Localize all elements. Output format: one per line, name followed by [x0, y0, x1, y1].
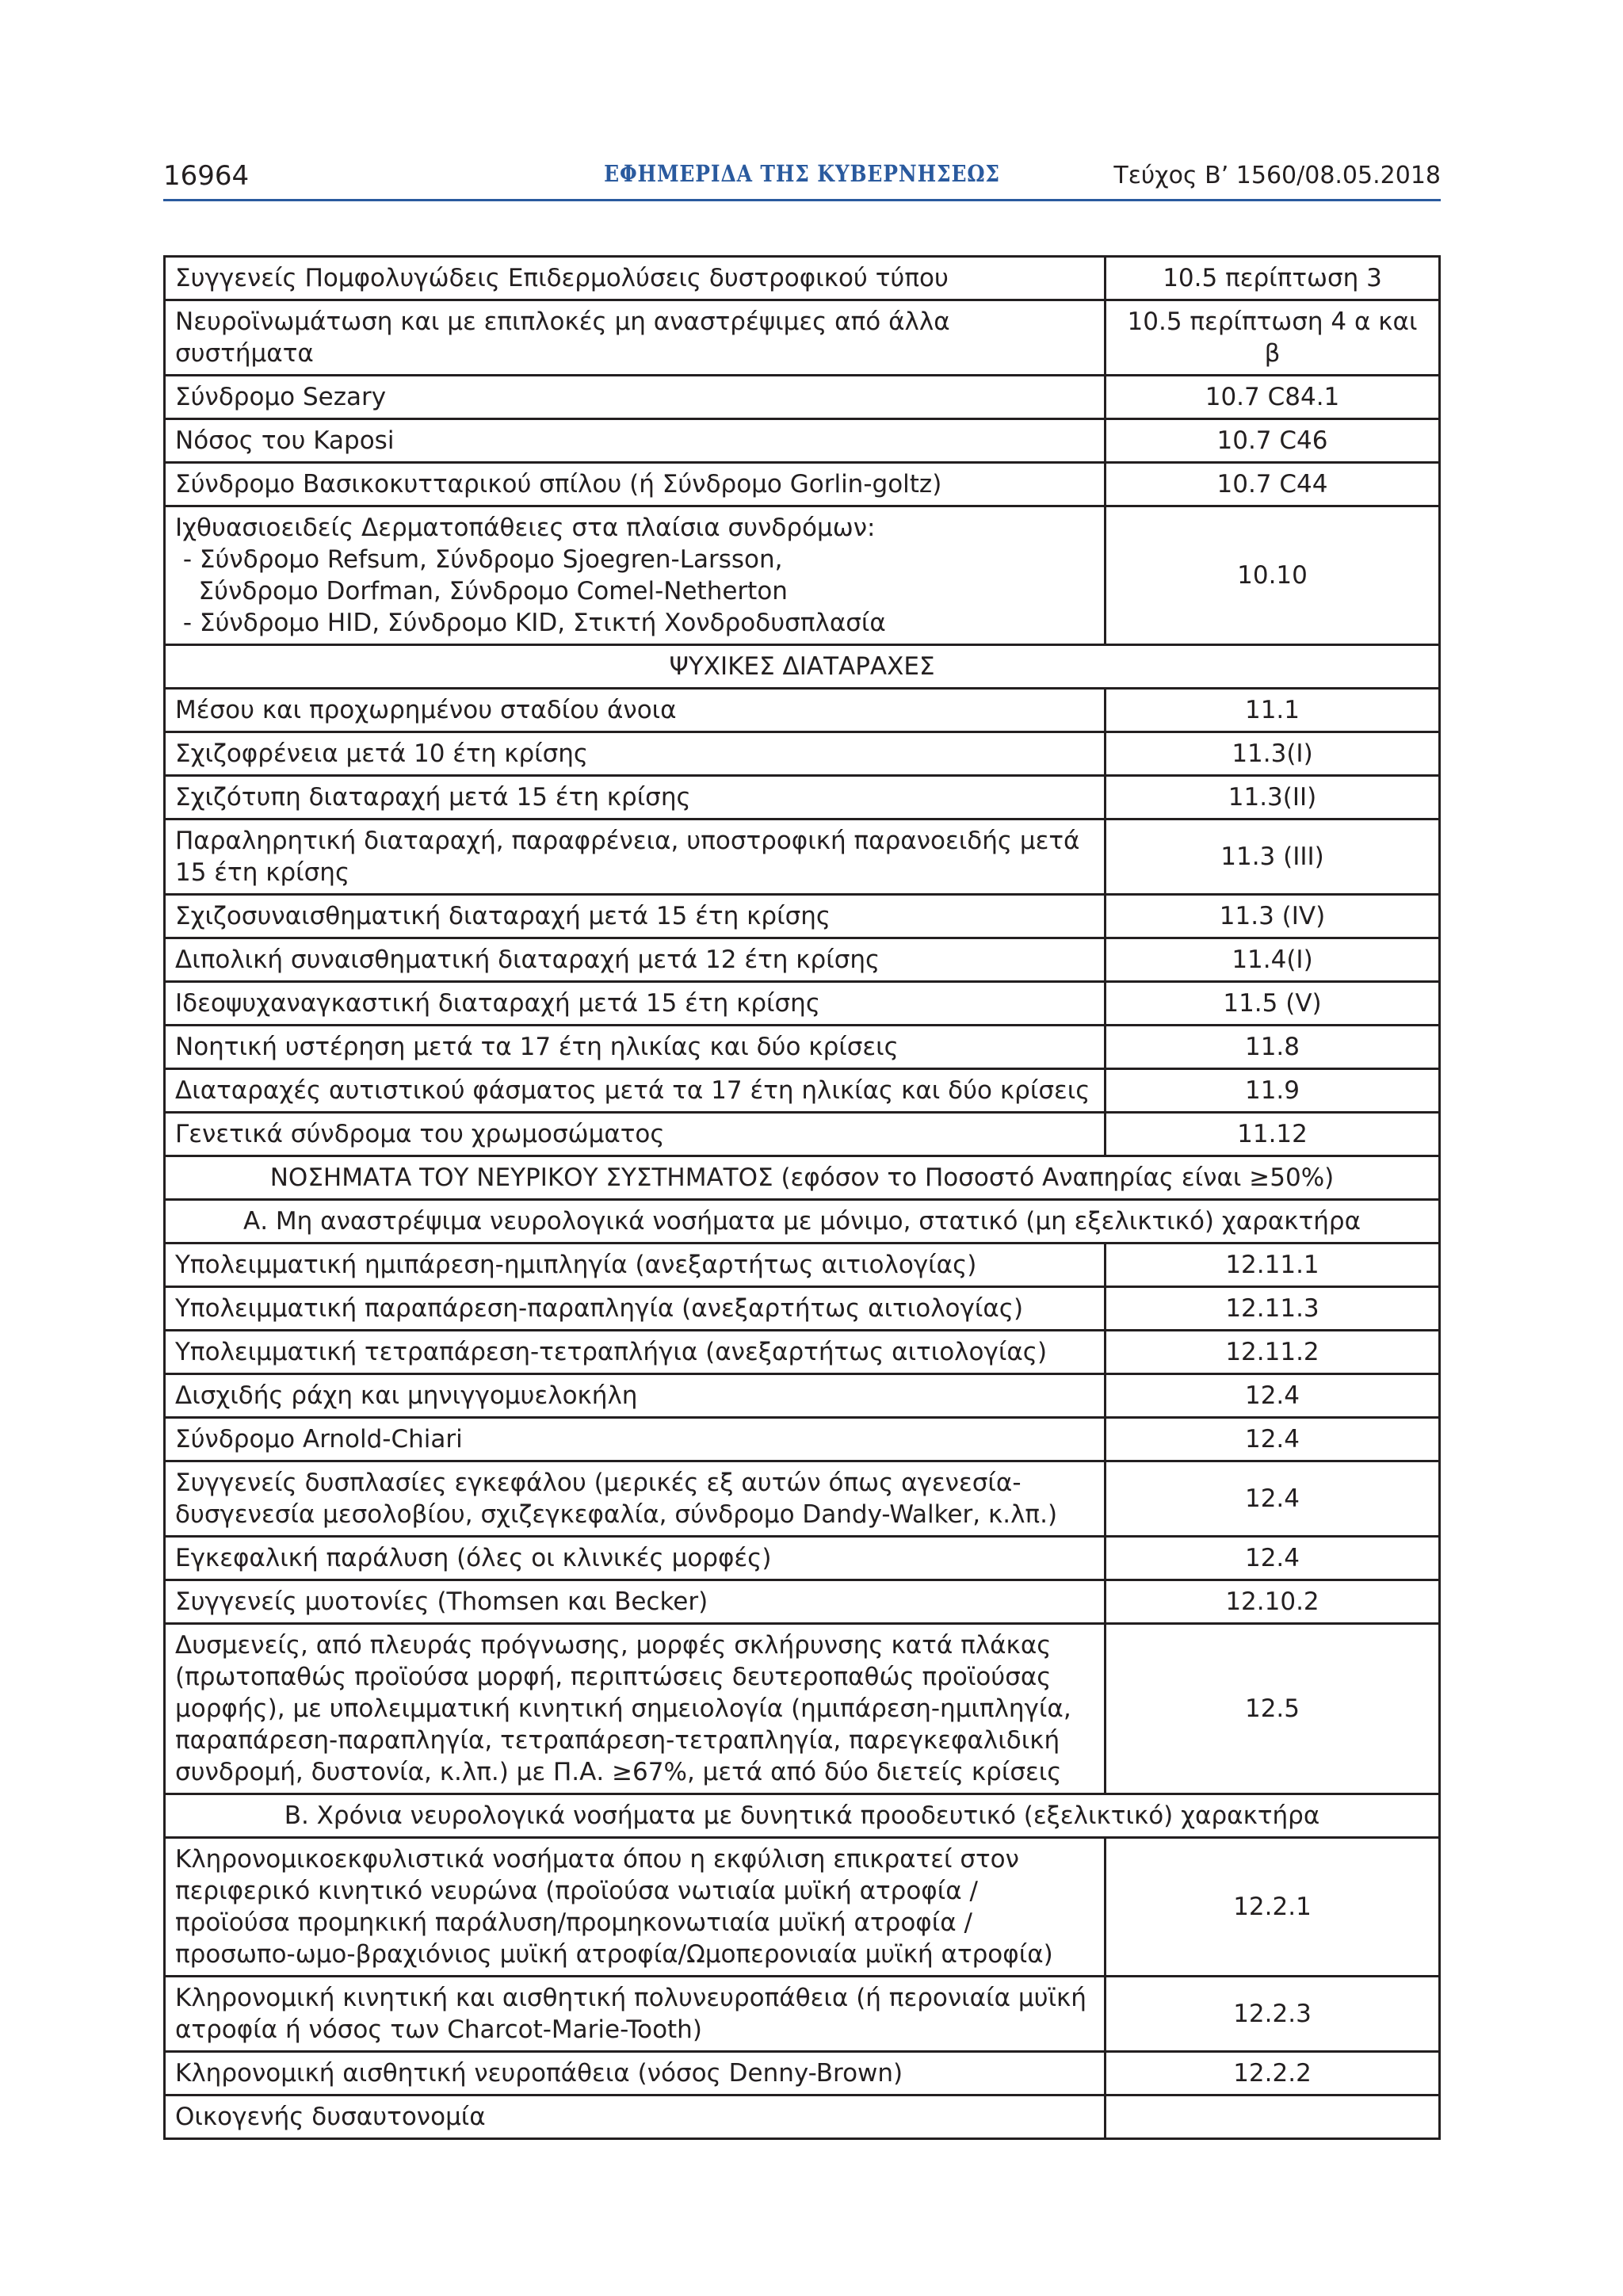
- article-code-cell: 12.4: [1106, 1418, 1440, 1461]
- condition-name: Εγκεφαλική παράλυση (όλες οι κλινικές μορφές): [175, 1544, 772, 1572]
- article-code-cell: 11.3 (IV): [1106, 895, 1440, 938]
- table-row: [165, 1113, 1440, 1156]
- condition-name: Οικογενής δυσαυτονομία: [175, 2103, 486, 2131]
- section-header-row: [165, 1156, 1440, 1200]
- condition-subitem: Σύνδρομο Dorfman, Σύνδρομο Comel-Netherton: [175, 577, 788, 606]
- condition-cell: [165, 1331, 1106, 1374]
- article-code-cell: 10.10: [1106, 506, 1440, 645]
- table-row: [165, 1418, 1440, 1461]
- condition-cell: [165, 257, 1106, 300]
- article-code-cell: 11.4(I): [1106, 938, 1440, 982]
- article-code-cell: 12.5: [1106, 1624, 1440, 1794]
- article-code-cell: 10.7 C46: [1106, 419, 1440, 463]
- condition-name: Σύνδρομο Βασικοκυτταρικού σπίλου (ή Σύνδρομο Gorlin-goltz): [175, 470, 942, 499]
- table-row: [165, 419, 1440, 463]
- condition-cell: [165, 938, 1106, 982]
- table-row: [165, 1287, 1440, 1331]
- condition-cell: [165, 506, 1106, 645]
- condition-name: Υπολειμματική τετραπάρεση-τετραπλήγια (ανεξαρτήτως αιτιολογίας): [175, 1338, 1048, 1366]
- table-row: [165, 938, 1440, 982]
- article-code-cell: 12.4: [1106, 1374, 1440, 1418]
- article-code-cell: 12.10.2: [1106, 1580, 1440, 1624]
- table-row: [165, 1838, 1440, 1977]
- condition-cell: [165, 819, 1106, 895]
- article-code-cell: [1106, 2095, 1440, 2139]
- article-code-cell: 12.11.1: [1106, 1244, 1440, 1287]
- table-row: [165, 300, 1440, 376]
- condition-name: Σύνδρομο Arnold-Chiari: [175, 1425, 463, 1454]
- condition-name: Υπολειμματική ημιπάρεση-ημιπληγία (ανεξαρτήτως αιτιολογίας): [175, 1251, 977, 1279]
- condition-cell: [165, 982, 1106, 1026]
- article-code-cell: 11.3 (III): [1106, 819, 1440, 895]
- condition-cell: [165, 419, 1106, 463]
- condition-name: Υπολειμματική παραπάρεση-παραπληγία (ανεξαρτήτως αιτιολογίας): [175, 1294, 1024, 1323]
- condition-name: Δισχιδής ράχη και μηνιγγομυελοκήλη: [175, 1381, 638, 1410]
- table-row: [165, 1624, 1440, 1794]
- table-row: [165, 463, 1440, 506]
- condition-cell: [165, 2052, 1106, 2095]
- article-code-cell: 12.4: [1106, 1461, 1440, 1537]
- header-divider: [163, 199, 1441, 201]
- table-row: [165, 2095, 1440, 2139]
- condition-cell: [165, 1537, 1106, 1580]
- page-number: 16964: [163, 160, 250, 192]
- condition-cell: [165, 732, 1106, 776]
- table-row: [165, 819, 1440, 895]
- section-header: ΨΥΧΙΚΕΣ ΔΙΑΤΑΡΑΧΕΣ: [165, 645, 1440, 689]
- condition-name: Κληρονομική κινητική και αισθητική πολυνευροπάθεια (ή περονιαία μυϊκή ατροφία ή νόσος των Charcot-Marie-Tooth): [175, 1984, 1086, 2044]
- section-header: Α. Μη αναστρέψιμα νευρολογικά νοσήματα με μόνιμο, στατικό (μη εξελικτικό) χαρακτήρα: [165, 1200, 1440, 1244]
- article-code-cell: 12.2.3: [1106, 1977, 1440, 2052]
- table-row: [165, 1537, 1440, 1580]
- section-header-row: [165, 1794, 1440, 1838]
- condition-name: Σχιζοσυναισθηματική διαταραχή μετά 15 έτη κρίσης: [175, 902, 831, 930]
- article-code-cell: 11.12: [1106, 1113, 1440, 1156]
- table-row: [165, 689, 1440, 732]
- condition-name: Σύνδρομο Sezary: [175, 383, 387, 411]
- condition-name: Νόσος του Kaposi: [175, 426, 395, 455]
- condition-cell: [165, 1069, 1106, 1113]
- condition-cell: [165, 689, 1106, 732]
- table-row: [165, 1069, 1440, 1113]
- condition-name: Δυσμενείς, από πλευράς πρόγνωσης, μορφές σκλήρυνσης κατά πλάκας (πρωτοπαθώς προϊούσα μορφή, περιπτώσεις δευτεροπαθώς προϊούσας μορφής), με υπολειμματική κινητική σημειολογία (ημιπάρεση-ημιπληγία, παραπάρεση-παραπληγία, τετραπάρεση-τετραπληγία, παρεγκεφαλιδική συνδρομή, δυστονία, κ.λπ.) με Π.Α. ≥67%, μετά από δύο διετείς κρίσεις: [175, 1631, 1071, 1786]
- article-code-cell: 12.4: [1106, 1537, 1440, 1580]
- condition-cell: [165, 1287, 1106, 1331]
- article-code-cell: 11.3(II): [1106, 776, 1440, 819]
- condition-cell: [165, 1624, 1106, 1794]
- article-code-cell: 12.2.2: [1106, 2052, 1440, 2095]
- article-code-cell: 10.7 C44: [1106, 463, 1440, 506]
- condition-name: Συγγενείς Πομφολυγώδεις Επιδερμολύσεις δυστροφικού τύπου: [175, 264, 949, 292]
- section-header: Β. Χρόνια νευρολογικά νοσήματα με δυνητικά προοδευτικό (εξελικτικό) χαρακτήρα: [165, 1794, 1440, 1838]
- article-code-cell: 12.11.3: [1106, 1287, 1440, 1331]
- condition-name: Σχιζοφρένεια μετά 10 έτη κρίσης: [175, 739, 589, 768]
- condition-cell: [165, 776, 1106, 819]
- table-row: [165, 1977, 1440, 2052]
- journal-title: ΕΦΗΜΕΡΙΔΑ ΤΗΣ ΚΥΒΕΡΝΗΣΕΩΣ: [604, 160, 1000, 187]
- condition-cell: [165, 1244, 1106, 1287]
- condition-cell: [165, 1418, 1106, 1461]
- condition-cell: [165, 1580, 1106, 1624]
- table-row: [165, 1331, 1440, 1374]
- condition-cell: [165, 1461, 1106, 1537]
- page-header: [163, 160, 1441, 200]
- table-row: [165, 1374, 1440, 1418]
- article-code-cell: 11.3(I): [1106, 732, 1440, 776]
- article-code-cell: 11.9: [1106, 1069, 1440, 1113]
- condition-name: Γενετικά σύνδρομα του χρωμοσώματος: [175, 1120, 665, 1148]
- table-row: [165, 257, 1440, 300]
- article-code-cell: 11.8: [1106, 1026, 1440, 1069]
- condition-cell: [165, 895, 1106, 938]
- table-row: [165, 1026, 1440, 1069]
- table-row: [165, 1244, 1440, 1287]
- table-row: [165, 2052, 1440, 2095]
- condition-name: Παραληρητική διαταραχή, παραφρένεια, υποστροφική παρανοειδής μετά 15 έτη κρίσης: [175, 827, 1080, 887]
- condition-name: Συγγενείς δυσπλασίες εγκεφάλου (μερικές εξ αυτών όπως αγενεσία-δυσγενεσία μεσολοβίου, σχιζεγκεφαλία, σύνδρομο Dandy-Walker, κ.λπ.): [175, 1469, 1058, 1529]
- condition-cell: [165, 2095, 1106, 2139]
- condition-name: Νοητική υστέρηση μετά τα 17 έτη ηλικίας και δύο κρίσεις: [175, 1033, 899, 1061]
- condition-name: Συγγενείς μυοτονίες (Thomsen και Becker): [175, 1587, 708, 1616]
- section-header: ΝΟΣΗΜΑΤΑ ΤΟΥ ΝΕΥΡΙΚΟΥ ΣΥΣΤΗΜΑΤΟΣ (εφόσον το Ποσοστό Αναπηρίας είναι ≥50%): [165, 1156, 1440, 1200]
- condition-name: Διαταραχές αυτιστικού φάσματος μετά τα 17 έτη ηλικίας και δύο κρίσεις: [175, 1076, 1090, 1105]
- table-row: [165, 776, 1440, 819]
- table-row: [165, 1461, 1440, 1537]
- condition-cell: [165, 1838, 1106, 1977]
- article-code-cell: 12.2.1: [1106, 1838, 1440, 1977]
- condition-name: Μέσου και προχωρημένου σταδίου άνοια: [175, 696, 677, 724]
- condition-name: Σχιζότυπη διαταραχή μετά 15 έτη κρίσης: [175, 783, 691, 812]
- condition-name: Διπολική συναισθηματική διαταραχή μετά 12 έτη κρίσης: [175, 946, 880, 974]
- condition-subitem: - Σύνδρομο HID, Σύνδρομο KID, Στικτή Χονδροδυσπλασία: [175, 609, 886, 637]
- condition-cell: [165, 300, 1106, 376]
- article-code-cell: 10.7 C84.1: [1106, 376, 1440, 419]
- article-code-cell: 10.5 περίπτωση 4 α και β: [1106, 300, 1440, 376]
- table-row: [165, 895, 1440, 938]
- condition-name: Κληρονομικοεκφυλιστικά νοσήματα όπου η εκφύλιση επικρατεί στον περιφερικό κινητικό νευρώνα (προϊούσα νωτιαία μυϊκή ατροφία / προϊούσα προμηκική παράλυση/προμηκονωτιαία μυϊκή ατροφία / προσωπο-ωμο-βραχιόνιος μυϊκή ατροφία/Ωμοπερονιαία μυϊκή ατροφία): [175, 1845, 1053, 1969]
- article-code-cell: 10.5 περίπτωση 3: [1106, 257, 1440, 300]
- condition-name: Ιχθυασιοειδείς Δερματοπάθειες στα πλαίσια συνδρόμων:: [175, 514, 876, 542]
- condition-cell: [165, 1374, 1106, 1418]
- article-code-cell: 12.11.2: [1106, 1331, 1440, 1374]
- condition-name: Νευροϊνωμάτωση και με επιπλοκές μη αναστρέψιμες από άλλα συστήματα: [175, 308, 950, 368]
- condition-subitem: - Σύνδρομο Refsum, Σύνδρομο Sjoegren-Larsson,: [175, 545, 783, 574]
- disability-table: [163, 255, 1441, 2140]
- issue-reference: Τεύχος Β’ 1560/08.05.2018: [1113, 162, 1441, 189]
- table-row: [165, 376, 1440, 419]
- section-header-row: [165, 1200, 1440, 1244]
- table-row: [165, 506, 1440, 645]
- condition-cell: [165, 463, 1106, 506]
- condition-name: Κληρονομική αισθητική νευροπάθεια (νόσος Denny-Brown): [175, 2059, 903, 2088]
- condition-cell: [165, 1113, 1106, 1156]
- condition-cell: [165, 1026, 1106, 1069]
- table-row: [165, 1580, 1440, 1624]
- condition-cell: [165, 376, 1106, 419]
- table-row: [165, 982, 1440, 1026]
- condition-name: Ιδεοψυχαναγκαστική διαταραχή μετά 15 έτη κρίσης: [175, 989, 821, 1018]
- condition-cell: [165, 1977, 1106, 2052]
- table-row: [165, 732, 1440, 776]
- article-code-cell: 11.5 (V): [1106, 982, 1440, 1026]
- article-code-cell: 11.1: [1106, 689, 1440, 732]
- section-header-row: [165, 645, 1440, 689]
